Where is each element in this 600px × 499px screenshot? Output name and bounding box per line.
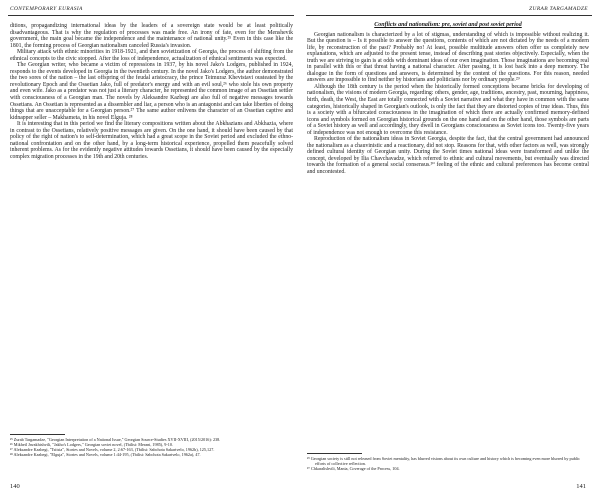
right-footnotes	[307, 456, 580, 471]
left-header-rule	[8, 15, 294, 16]
left-footnote-rule	[10, 434, 65, 435]
left-footnotes	[10, 437, 260, 457]
left-paragraph-3: The Georgian writer, who became a victim of repressions in 1937, by his novel Jako's Lodgers, published in 1924, responds to the events developed in Georgia in the twentieth century. In the novel Jako's Lodgers, the author demonstrated the two sores of the nation – the last offspring of the feudal aristocracy, the prince Teimuraz Khevistavi ousteated by the revolutionary Epoch and the Ossetian Jako, full of predator's energy and with an evil soul,²⁶ who stole his own property and even wife. Jako as a predator was not just a literary character, he represented the common image of an Ossetian settler with consciousness of a Georgian man. The novels by Aleksandre Kazbegi are also full of negative messages towards Ossetians. An Ossetian is represented as a dissembler and liar, a person who is an antagonist and can take liberties of doing things that are unacceptable for a Georgian person.²⁷ The same author enlivens the character of an Ossetian captive and kidnapper seller – Makhameta, in his novel Elguja. ²⁸	[10, 62, 293, 121]
footnote-27: ²⁷ Aleksandre Kazbegi, "Tsitsia", Stories and Novels, volume 2, 2:67-163, (Tbilisi: Sabchota Sakartvelo, 1962b), 125,127.	[10, 447, 215, 452]
footnote-28: ²⁸ Aleksandre Kazbegi, "Elguja", Stories and Novels, volume 1:44-195, (Tbilisi: Sabchota Sakartvelo, 1962a), 47.	[10, 452, 201, 457]
footnote-29: ²⁹ Georgian society is still not released from Soviet mentality, has blurred visions about its own culture and history which is becoming even more blurred by public efforts of collective reflection.	[307, 456, 580, 466]
left-paragraph-1: ditions, propagandizing international ideas by the leaders of a sovereign state would be at least politically disadvantageous. That is why the regulation of processes was made free. An irony of fate, even for the Menshevik government, the main goal became the independence and the maintenance of national unity.²⁵ Even in this case like the 1801, the forming process of Georgian nationalism canceled Russia's invasion.	[10, 23, 293, 49]
left-body-text	[10, 23, 293, 160]
section-title: Conflicts and nationalism: pre, soviet and post soviet period	[374, 22, 522, 28]
right-page-number: 141	[576, 483, 586, 490]
footnote-26: ²⁶ Mikheil Javakhishvili, "Jakho's Lodgers," Georgian soviet novel, (Tbilisi: Merani, 1985), 9-10.	[10, 442, 174, 447]
right-page	[300, 0, 600, 499]
right-paragraph-2: Although the 18th century is the period when the historically formed conceptions became bricks for developing of nationalism, the visions of modern Georgia, regarding: others, gender, age, traditions, ancestry, past, mourning, happiness, birth, death, the West, the East are totally connected with a Soviet narrative and what they have in common with the same categories, historically shaped in Georgian's outlook, is only the fact that they are distorted copies of true ideas. Thus, this is a society with a bifurcated consciousness in the imagination of which there are actually confirmed memory-defined icons and symbols formed on Georgian historical grounds on the one hand and on the other hand, those symbols are parts of a Soviet history as well and accordingly, they dwell in Georgians consciousness as Soviet icons too. Twenty-five years of independence was not enough to overcome this resistance.	[307, 83, 589, 136]
footnote-25: ²⁵ Zurab Targamadze, "Georgian Interpretation of a National Issue," Georgian Source-Studies XVII-XVIII, (2015/2016): 238.	[10, 437, 221, 442]
right-body-text	[307, 22, 589, 176]
left-paragraph-4: It is interesting that in this period we find the literary compositions written about the Abkhazians and Abkhazia, where in contrast to the Ossetians, relatively positive messages are given. On the one hand, it should have been caused by that policy of the right of nation's to self-determination, which had a great scope in the Soviet period and excluded the ethno-national confrontation and on the other hand, by a long-term historical experience, propelled them peacefully solved inherent problems. As for the evidently negative attitudes towards Ossetians, it should have been caused by the especially complex migration processes in the 19th and 20th centuries.	[10, 121, 293, 160]
right-header-rule	[306, 15, 592, 16]
right-paragraph-3: Reproduction of the nationalism ideas in Soviet Georgia, despite the fact, that the central government had announced the nationalism as a chauvinistic and a reactionary, did not stop. Reasons for that, with other factors as well, was strongly defined cultural identity of Georgian unity. During the Soviet times national ideas were transformed and unlike the concept, developed by Ilia Chavchavadze, which referred to ethnic and cultural movements, but eventually was directed towards the formation of a general social consensus.³⁰ feeling of the ethnic and cultural preferences has become central and uncontested.	[307, 136, 589, 176]
left-running-head: CONTEMPORARY EURASIA	[10, 6, 83, 12]
right-footnote-rule	[307, 453, 362, 454]
right-paragraph-1: Georgian nationalism is characterized by a lot of stigmas, understanding of which is impossible without realizing it. But the question is – Is it possible to answer the questions, contents of which are not dictated by the needs of a modern life, by reconstruction of the past? Probably no! At least, possible multitude answers often offer us completely new explanations, which are adjusted to the present tense, instead of describing past stories objectively. Especially, when the truth we are striving to gain is at odds with dominant ideas of our own imagination. Those imaginations are becoming real in parallel with this or that threat having a national character. After passing, it is lost back into a deep memory. The dialogue in the form of questions and answers, is determined by the content of the questions. For this reason, needed answers are impossible to find neither by historians and politicians nor by ordinary people.²⁹	[307, 31, 589, 84]
left-page-number: 140	[10, 483, 20, 490]
left-paragraph-2: Military attack with ethnic minorities in 1918-1921, and then sovietization of Georgia, the process of shifting from the ethnical concepts to the civic stopped. After the loss of independence, actualization of ethnical sentiments was expected.	[10, 49, 293, 62]
right-running-head: ZURAB TARGAMADZE	[529, 6, 588, 12]
footnote-30: ³⁰ Chkaralishvili, Mania, Coverage of the Process, 104.	[307, 466, 400, 471]
